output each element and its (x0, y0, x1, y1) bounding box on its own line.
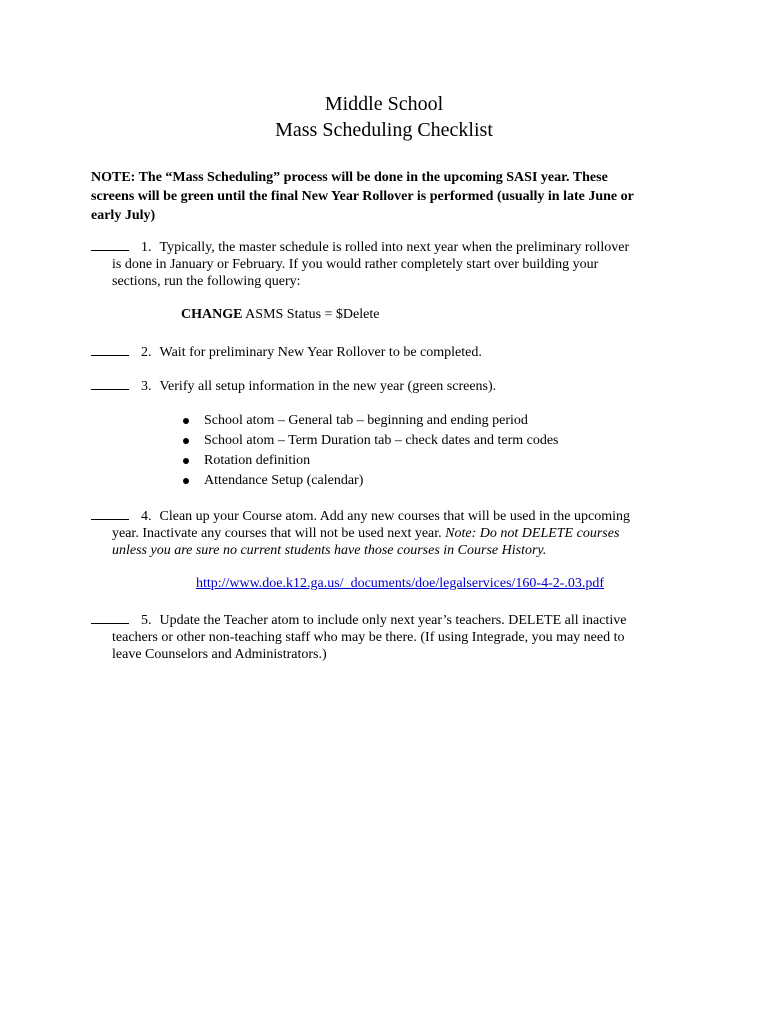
item-number: 4. (141, 509, 152, 524)
query-text: ASMS Status = $Delete (242, 307, 380, 322)
checklist-item-5 (91, 611, 681, 663)
note-paragraph (91, 168, 691, 225)
checkbox-blank-line (91, 238, 129, 251)
list-item: School atom – General tab – beginning and ending period (183, 411, 559, 431)
note-line: early July) (91, 208, 156, 223)
document-title-line2: Mass Scheduling Checklist (275, 119, 493, 141)
checklist-item-4 (91, 507, 681, 559)
item-number: 1. (141, 240, 152, 255)
bullet-icon (183, 438, 189, 444)
item-text: Clean up your Course atom. Add any new courses that will be used in the upcoming (159, 509, 630, 524)
setup-bullet-list (183, 411, 559, 491)
legal-services-link[interactable]: http://www.doe.k12.ga.us/_documents/doe/legalservices/160-4-2-.03.pdf (195, 576, 605, 591)
item-text: leave Counselors and Administrators.) (112, 647, 327, 662)
note-line: screens will be green until the final New Year Rollover is performed (usually in late June or (91, 189, 634, 204)
checklist-item-3 (91, 377, 681, 395)
checkbox-blank-line (91, 611, 129, 624)
checkbox-blank-line (91, 343, 129, 356)
bullet-icon (183, 478, 189, 484)
query-line (181, 306, 379, 323)
query-keyword: CHANGE (181, 307, 243, 322)
checkbox-blank-line (91, 507, 129, 520)
item-text: teachers or other non-teaching staff who may be there. (If using Integrade, you may need to (112, 630, 625, 645)
bullet-icon (183, 418, 189, 424)
item-text: Wait for preliminary New Year Rollover to be completed. (159, 345, 482, 360)
item-text: Typically, the master schedule is rolled into next year when the preliminary rollover (159, 240, 630, 255)
checkbox-blank-line (91, 377, 129, 390)
list-item: Rotation definition (183, 451, 559, 471)
item-note-text: Note: Do not DELETE courses (445, 526, 620, 541)
list-item: Attendance Setup (calendar) (183, 471, 559, 491)
item-text: sections, run the following query: (112, 274, 301, 289)
item-number: 3. (141, 379, 152, 394)
list-item: School atom – Term Duration tab – check dates and term codes (183, 431, 559, 451)
document-title-line1: Middle School (324, 93, 444, 115)
item-text: Verify all setup information in the new year (green screens). (159, 379, 497, 394)
bullet-icon (183, 458, 189, 464)
checklist-item-2 (91, 343, 681, 361)
item-text: Update the Teacher atom to include only next year’s teachers. DELETE all inactive (159, 613, 627, 628)
item-number: 2. (141, 345, 152, 360)
item-text: year. Inactivate any courses that will not be used next year. (112, 526, 446, 541)
item-number: 5. (141, 613, 152, 628)
item-note-text: unless you are sure no current students have those courses in Course History. (112, 543, 547, 558)
note-line: NOTE: The “Mass Scheduling” process will be done in the upcoming SASI year. These (91, 170, 608, 185)
checklist-item-1 (91, 238, 681, 290)
item-text: is done in January or February. If you would rather completely start over building your (112, 257, 599, 272)
